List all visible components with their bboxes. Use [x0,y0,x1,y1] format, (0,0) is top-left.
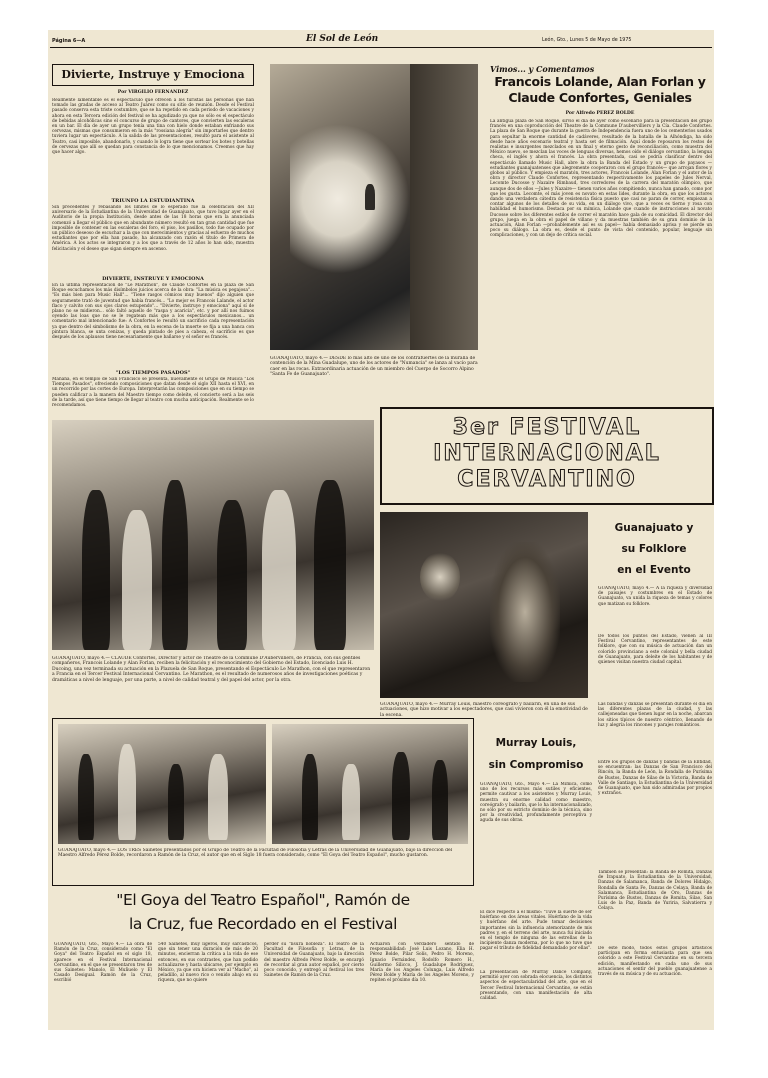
article2-title: Francois Lolande, Alan Forlan y Claude Confortes, Geniales [494,74,706,105]
photo-sainetes-left [58,724,266,844]
photo4-caption: GUANAJUATO, mayo 4.— LOS TRES Sainetes presentados por el Grupo de Teatro de la Facultad de Filosofía y Letras de la Universidad de Guanajuato, bajo la dirección del Maestro Alfredo Pérez Bolde, recordaron a Ramón de la Cruz, el autor que en el Siglo 18 fuera considerado, como "El Goya del Teatro Español", mucho gustaron. [58,848,453,859]
article4-body2: El dice respecto a el mismo: "Tuve la suerte de ser huérfano en dos áreas vitales. Huérfano de la vida y huérfano del arte. Pude tomar decisiones importantes sin la influencia atemorizante de mis padres y, en el terreno del arte, nunca fui iniciado en el templo de ninguna de las estrellas de la incipiente danza moderna, por lo que no tuve que pagar el tributo de fidelidad demandado por ellas". [480,910,592,952]
article5-col1: GUANAJUATO, Gto., Mayo 4.— La obra de Ramón de la Cruz, considerado como "El Goya" del Teatro Español en el siglo 18, aparece en el Festival Internacional Cervantino, en el que se presentaron tres de sus Sainetes: Manolo, El Muñuelo y El Casado Desigual. Ramón de la Cruz, escribió [54,942,152,984]
article1-body2: Sin precedentes y rebasando los límites de lo esperado fue la celebración del XII aniversario de la Estudiantina de la Universidad de Guanajuato, que tuvo lugar ayer en el Auditorio de la propia Institución, desde antes de las 18 horas que era la anunciada comenzó a llegar el público que en abundante número resultó en tan gran cantidad que fue imposible de contener en las escaleras del foro, el piso, los pasillos, todo fue ocupado por un público deseoso de escuchar a la que con merecimientos y gracias al esfuerzo de muchos estudiantes que por ella han pasado, ha alcanzado con razón el título de Primera de América. A los actos se integraron y a los que a través de 12 años lo han sido, muestra felicitación y el deseo que sigan siempre en ascenso. [52,205,254,252]
article1-body3: En la última representación de "Le Marathon", de Claude Confortes en la plaza de San Roque escuchamos los más disímbolos juicios acerca de la obra: "La música es pegajosa"... "Es más bien para Music Hall"... "Tiene rasgos cómicos muy buenos" dijo alguien que seguramente trató de juventud que había francés... "Lo mejor es Francois Lalande, el actor flaco y calvito con sus ojos claros estupendo"... "Divierte, instruye y emociona" aquí sí de plano no se midieron... sólo faltó aquello de "raspa y acaricia", etc. y por allí nos fuimos oyendo las loas que no se le regatean más que a los espectáculos mexicanos... un comentario mal intencionado fue: A Confortes le resultó un sacrificio cada representación ya que dentro del simbolismo de la obra, en la escena de la muerte se fija a una banca con pintura blanca, se unta cenizas, y queda pintado de pies a cabeza, el sacrificio es que después de los aplausos tiene necesariamente que bañarse y el señor es francés. [52,283,254,341]
article3-body3: Las bandas y danzas se presentan durante el día en las diferentes plazas de la ciudad, y las callejoneadas que tienen lugar en la noche, abarcan los sitios típicos de nuestro céntrico, llenando de luz y alegría los rincones y parajes románticos. [598,702,712,728]
article3-title [596,518,712,581]
masthead-rule [50,47,712,48]
article2-kicker: Vimos... y Comentamos [490,64,595,74]
photo-sainetes-right [272,724,468,844]
article4-title [480,732,592,776]
climber-figure [365,184,375,210]
page-number: Página 6—A [52,38,86,44]
photo3-caption: GUANAJUATO, mayo 4.— Murray Louis, maestro coreógrafo y bailarín, en una de sus actuaciones, que hizo motivar a los espectadores, que casi vivieron con él la emotividad de la escena. [380,702,588,718]
masthead-title: El Sol de León [306,34,379,44]
article5-col3: perder su "lisura nobleza". El Teatro de la Facultad de Filosofía y Letras, de la Universidad de Guanajuato, bajo la dirección del maestro Alfredo Pérez Bolde, se encargó de recordar al gran autor español, por cierto poco conocido, y entregó al festival los tres Sainetes de Ramón de la Cruz. [264,942,364,979]
article3-title-line3: en el Evento [617,564,691,576]
article5-col4: Actuaron con verdadero sentido de responsabilidad: José Luis Lozano, Elia H. Pérez Bolde, Pilar Solís, Pedro H. Moreno, Ignacio Fernández, Rodolfo Romero H., Guillermo Silicco, J. Guadalupe Rodríguez, María de los Angeles Colunga, Luis Alfredo Pérez Bolde y María de los Angeles Moreno, y repiten el próximo día 10. [370,942,474,984]
festival-line1: 3er FESTIVAL [452,415,642,440]
photo-murray-louis [380,512,588,698]
article3-title-line2: su Folklore [621,543,687,555]
article4-body1: GUANAJUATO, Gto., Mayo 4.— La Mímica, como uno de los recursos más sutiles y eficientes, permite cautivar a los asistentes y Murray Louis, muestra su enorme calidad como maestro, coreógrafo y bailarín, que lo ha internacionalizado, no sólo por su estricto dominio de la técnica, sino por la creatividad, profundamente perceptiva y aguda de sus obras. [480,782,592,824]
article1-body4: Mañana, en el templo de San Francisco se presenta, nuevamente el Grupo de Música "Los Tiempos Pasados", ofreciendo composiciones que datan desde el siglo XII hasta el XVI, en un recorrido por las cortes de Europa. Interpretarán las composiciones que en su tiempo se pueden calificar a la manera del Maestro tiempo como deleite, el concierto será a las seis de la tarde, así que tiene tiempo de llegar al teatro con mucha anticipación. Realmente se lo recomendamos. [52,377,254,409]
article2-byline: Por Alfredo PEREZ BOLDE [565,111,635,116]
article5-title [52,888,474,936]
article3-body2: De todos los puntos del Estado, vienen al III Festival Cervantino, representantes de este folklore, que con su música de actuación dan un colorido provinciano a este colonial y bella ciudad de Guanajuato, para deleite de los habitantes y de quienes visitan nuestra ciudad capital. [598,634,712,666]
article2-body: La antigua plaza de San Roque, sirvió el día de ayer como escenario para la presentación del grupo francés en una coproducción del Theatre de la Commune D'aubervilliers y la Cía. Claude Confortes. La plaza de San Roque que durante la guerra de Independencia fuera uno de los cementerios usados para sepultar la enorme cantidad de cadáveres, resultado de la batalla de la Alhóndiga, ha sido desde hace años escenario teatral y hasta set de filmación. Aquí donde reposaron los restos de realistas e insurgentes mezclados en un final y eterno gesto de reconciliación, como muestra del México nuevo, se mezclan las voces de lenguas diversas, hemos oído el diálogo cervantino, la lengua checa, el inglés y ahora el francés. La obra presentada, casi se podría clasificar dentro del espectáculo llamado Music Hall, abre la obra la Banda del Estado y un grupo de payasos —estudiantes guanajuatenses que alegremente cooperaron con el grupo francés— que arrojan flores y globos al público. Y empieza el maratón, tres actores, Francois Lolande, Alan Forlan y el autor de la obra y director Claude Confortes, representando respectivamente los papeles de Jules Nerval, Lecomte Ducosse y Nazaire Rimbaud, tres corredores de la carrera del maratón olímpico, que aunque dos de ellos —Jules y Nazaire— tienen varios años compitiendo, nunca han ganado, como por que les gusta. Lecomte, el más joven es novato en estas lides, durante la obra, en que los actores dando una verdadera cátedra de resistencia física puesto que casi no paran de correr, empiezan a contar algunos de los detalles de su vida, en un diálogo vivo, que a veces es tierno y rosa con habilidad el humorismo. Destaca por su mímica, Lolande que cuando de instrucciones al novato Ducosse sobre los diferentes estilos de correr el maratón hace gala de su comicidad. El director del grupo, juega en la obra el papel de villano y da muestras también de su gran dominio de la actuación, Alan Forlan —probablemente así es su papel— había demasiado aprisa y se pierde un poco su diálogo. La obra es, desde el punto de vista del contenido, popular, lenguaje sin complicaciones, y con un dejo de crítica social. [490,119,712,239]
photo-numancia-climber [270,64,478,350]
article3-body6: De este modo, todos estos grupos artísticos participan en forma entusiasta para que sea colorido a este Festival Cervantino en su tercera edición, manifestando en cada uno de sus actuaciones el sentir del pueblo guanajuatense a través de su música y de su actuación. [598,946,712,978]
article5-title-line2: la Cruz, fue Recordado en el Festival [128,915,398,933]
article1-sub3: "LOS TIEMPOS PASADOS" [115,370,191,376]
article1-sub2: DIVIERTE, INSTRUYE Y EMOCIONA [102,276,204,282]
photo1-caption: GUANAJUATO, mayo 4.— DESDE lo más alto de uno de los contrafuertes de la muralla de contención de la Mina Guadalupe, uno de los actores de "Numancia" se lanza al vacío para caer en las rocas. Extraordinaria actuación de un miembro del Cuerpo de Socorro Alpino "Santa Fe de Guanajuato". [270,356,478,378]
photo-marathon-felicitation [52,420,374,650]
article4-title-line1: Murray Louis, [495,737,577,749]
newspaper-page [48,30,714,1030]
festival-line3: CERVANTINO [457,467,637,492]
photo2-caption: GUANAJUATO, mayo 4.— CLAUDE Confortes, Director y actor de Theatre de la Commune D'Aubervilliers, de Francia, con sus gentiles compañeros, Francois Lolande y Alan Forlan, reciben la felicitación y el reconocimiento del Gobierno del Estado, licenciado Luis H. Ducoing, una vez terminada su actuación en la Plazuela de San Roque, presentando el Espectáculo Le Marathon, con el que representaron a Francia en el Tercer Festival Internacional Cervantino. Le Marathon, es el resultado de numerosos años de investigaciones poéticas y dramáticas a nivel de lenguaje, por una parte, a nivel de calidad teatral y del papel del actor, por la otra. [52,656,371,683]
article1-sub1: TRIUNFO LA ESTUDIANTINA [111,198,195,204]
article4-body3: La presentación de Murray Dance Company, permitió ayer con sobrada elocuencia, los distintos aspectos de espectacularidad del arte, que en el Tercer Festival Internacional Cervantino, se están presentando, con una manifestación de alta calidad. [480,970,592,1002]
article1-body1: Realmente lamentable es el espectáculo que ofrecen a los turistas las personas que han tomado las gradas de acceso al Teatro Juárez como su sitio de reunión. Desde el Festival pasado conserva esta triste costumbre, que se ha repetido en cada periodo de vacaciones y ahora en esta Tercera edición del festival se ha agudizado ya que no sólo es el espectáculo de bebidas alcohólicas sino el concurso de grupo de cantores, que convierten las escaleras en un bar. El día de ayer un grupo tenía una tina con hielo donde estaban enfriando sus cervezas, mismas que consumieron en la más "rossiana alegría" sin importarles que dentro tuviera lugar un espectáculo. A la salida de las presentaciones, resultó para el asistente al Teatro, casi imposible, abandonarlo, y cuando lo logra tiene que sortear los botes y botellas de cervezas que allí se quedan para constancia de lo que mencionamos. Creemos que hay que hacer algo. [52,98,254,156]
article4-title-line2: sin Compromiso [488,759,584,771]
article3-body1: GUANAJUATO, mayo 4.— A la riqueza y diversidad de paisajes y costumbres en el Estado de Guanajuato, va unida la riqueza de temas y colores que matizan su folklore. [598,586,712,607]
festival-banner [380,407,714,505]
article5-col2: 540 Sainetes, muy ligeros, muy sarcásticos, que sin tener una duración de más de 20 minutos, encierran la crítica a la vida de ese entonces, en sus contrastes, que han podido actualizarse y hasta ubicarse, por ejemplo en México, ya que ora hiciera ver al "Macho", al peladillo, al nuevo rico o venido abajo en su riqueza, que no quiere [158,942,258,984]
article3-title-line1: Guanajuato y [614,522,694,534]
article1-title: Divierte, Instruye y Emociona [61,68,245,81]
article3-body5: También se presentan: la Banda de Romita, Danzas de Irapuato, la Estudiantina de la Universidad, Danzas de Salamanca, Banda de Dolores Hidalgo, Rondalla de Santa Fe, Danzas de Celaya, Banda de Salamanca, Estudiantina de Oro, Danzas de Purísima de Bustos, Danzas de Romita, Silao, San Luis de la Paz, Banda de Yuriria, Salvatierra y Celaya. [598,870,712,912]
article1-byline: Por VIRGILIO FERNANDEZ [117,90,189,95]
article3-body4: Entre los grupos de danzas y bandas de la Entidad, se encuentran: las Danzas de San Francisco del Rincón, la Banda de León, la Rondalla de Purísima de Bustos, Danzas de Silao de la Victoria, Banda de Valle de Santiago, la Estudiantina de la Universidad de Guanajuato, que han sido admiradas por propios y extraños. [598,760,712,797]
article5-title-line1: "El Goya del Teatro Español", Ramón de [116,891,410,909]
article1-title-box [52,64,254,86]
festival-line2: INTERNACIONAL [433,441,661,466]
masthead-dateline: León, Gto., Lunes 5 de Mayo de 1975 [542,38,632,43]
